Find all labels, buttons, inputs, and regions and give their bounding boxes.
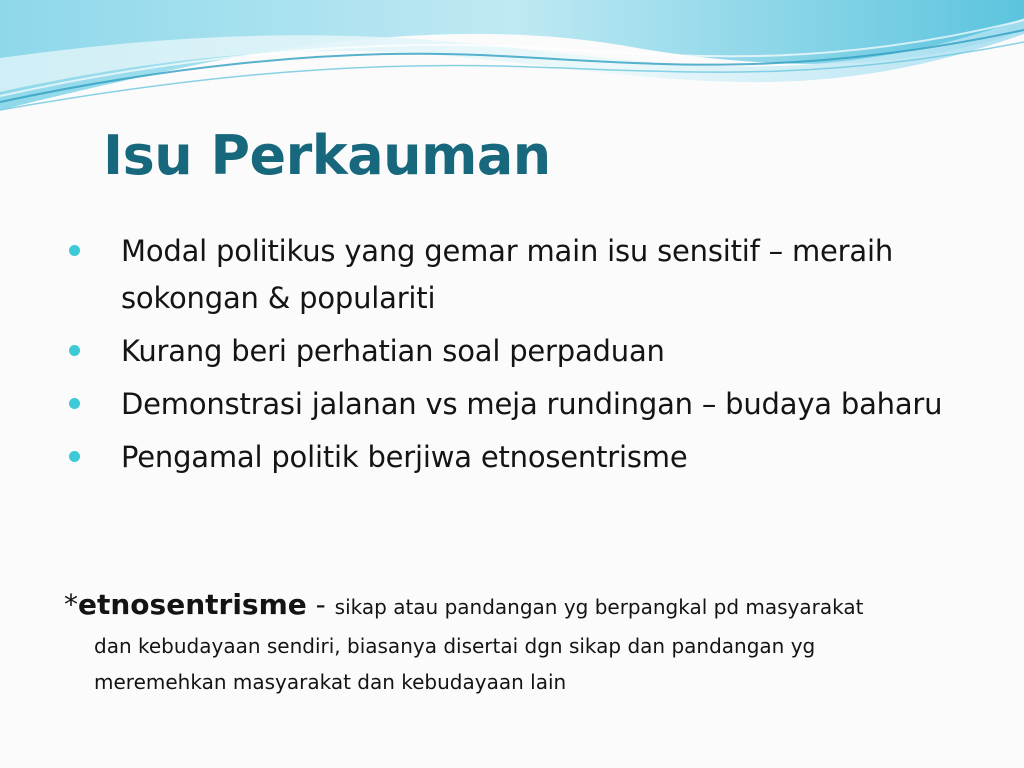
footnote-definition	[64, 584, 964, 700]
bullet-text: Modal politikus yang gemar main isu sensitif – meraih sokongan & populariti	[121, 234, 894, 315]
bullet-text: Pengamal politik berjiwa etnosentrisme	[121, 440, 688, 474]
bullet-text: Kurang beri perhatian soal perpaduan	[121, 334, 665, 368]
bullet-list	[64, 228, 964, 487]
footnote-prefix: *	[64, 588, 78, 621]
bullet-item	[64, 381, 964, 428]
bullet-item	[64, 434, 964, 481]
bullet-item	[64, 228, 964, 322]
bullet-dot-icon	[69, 398, 80, 409]
footnote-dash: -	[306, 588, 335, 621]
bullet-dot-icon	[69, 245, 80, 256]
bullet-text: Demonstrasi jalanan vs meja rundingan – budaya baharu	[121, 387, 943, 421]
bullet-dot-icon	[69, 451, 80, 462]
footnote-definition-continued: dan kebudayaan sendiri, biasanya disertai dgn sikap dan pandangan yg meremehkan masyarakat dan kebudayaan lain	[94, 634, 816, 694]
footnote-definition-start: sikap atau pandangan yg berpangkal pd masyarakat	[334, 595, 864, 619]
footnote-term: etnosentrisme	[78, 588, 307, 621]
wave-header-decoration	[0, 0, 1024, 140]
slide-title: Isu Perkauman	[103, 124, 551, 187]
footnote-first-line	[64, 584, 964, 628]
bullet-dot-icon	[69, 345, 80, 356]
bullet-item	[64, 328, 964, 375]
